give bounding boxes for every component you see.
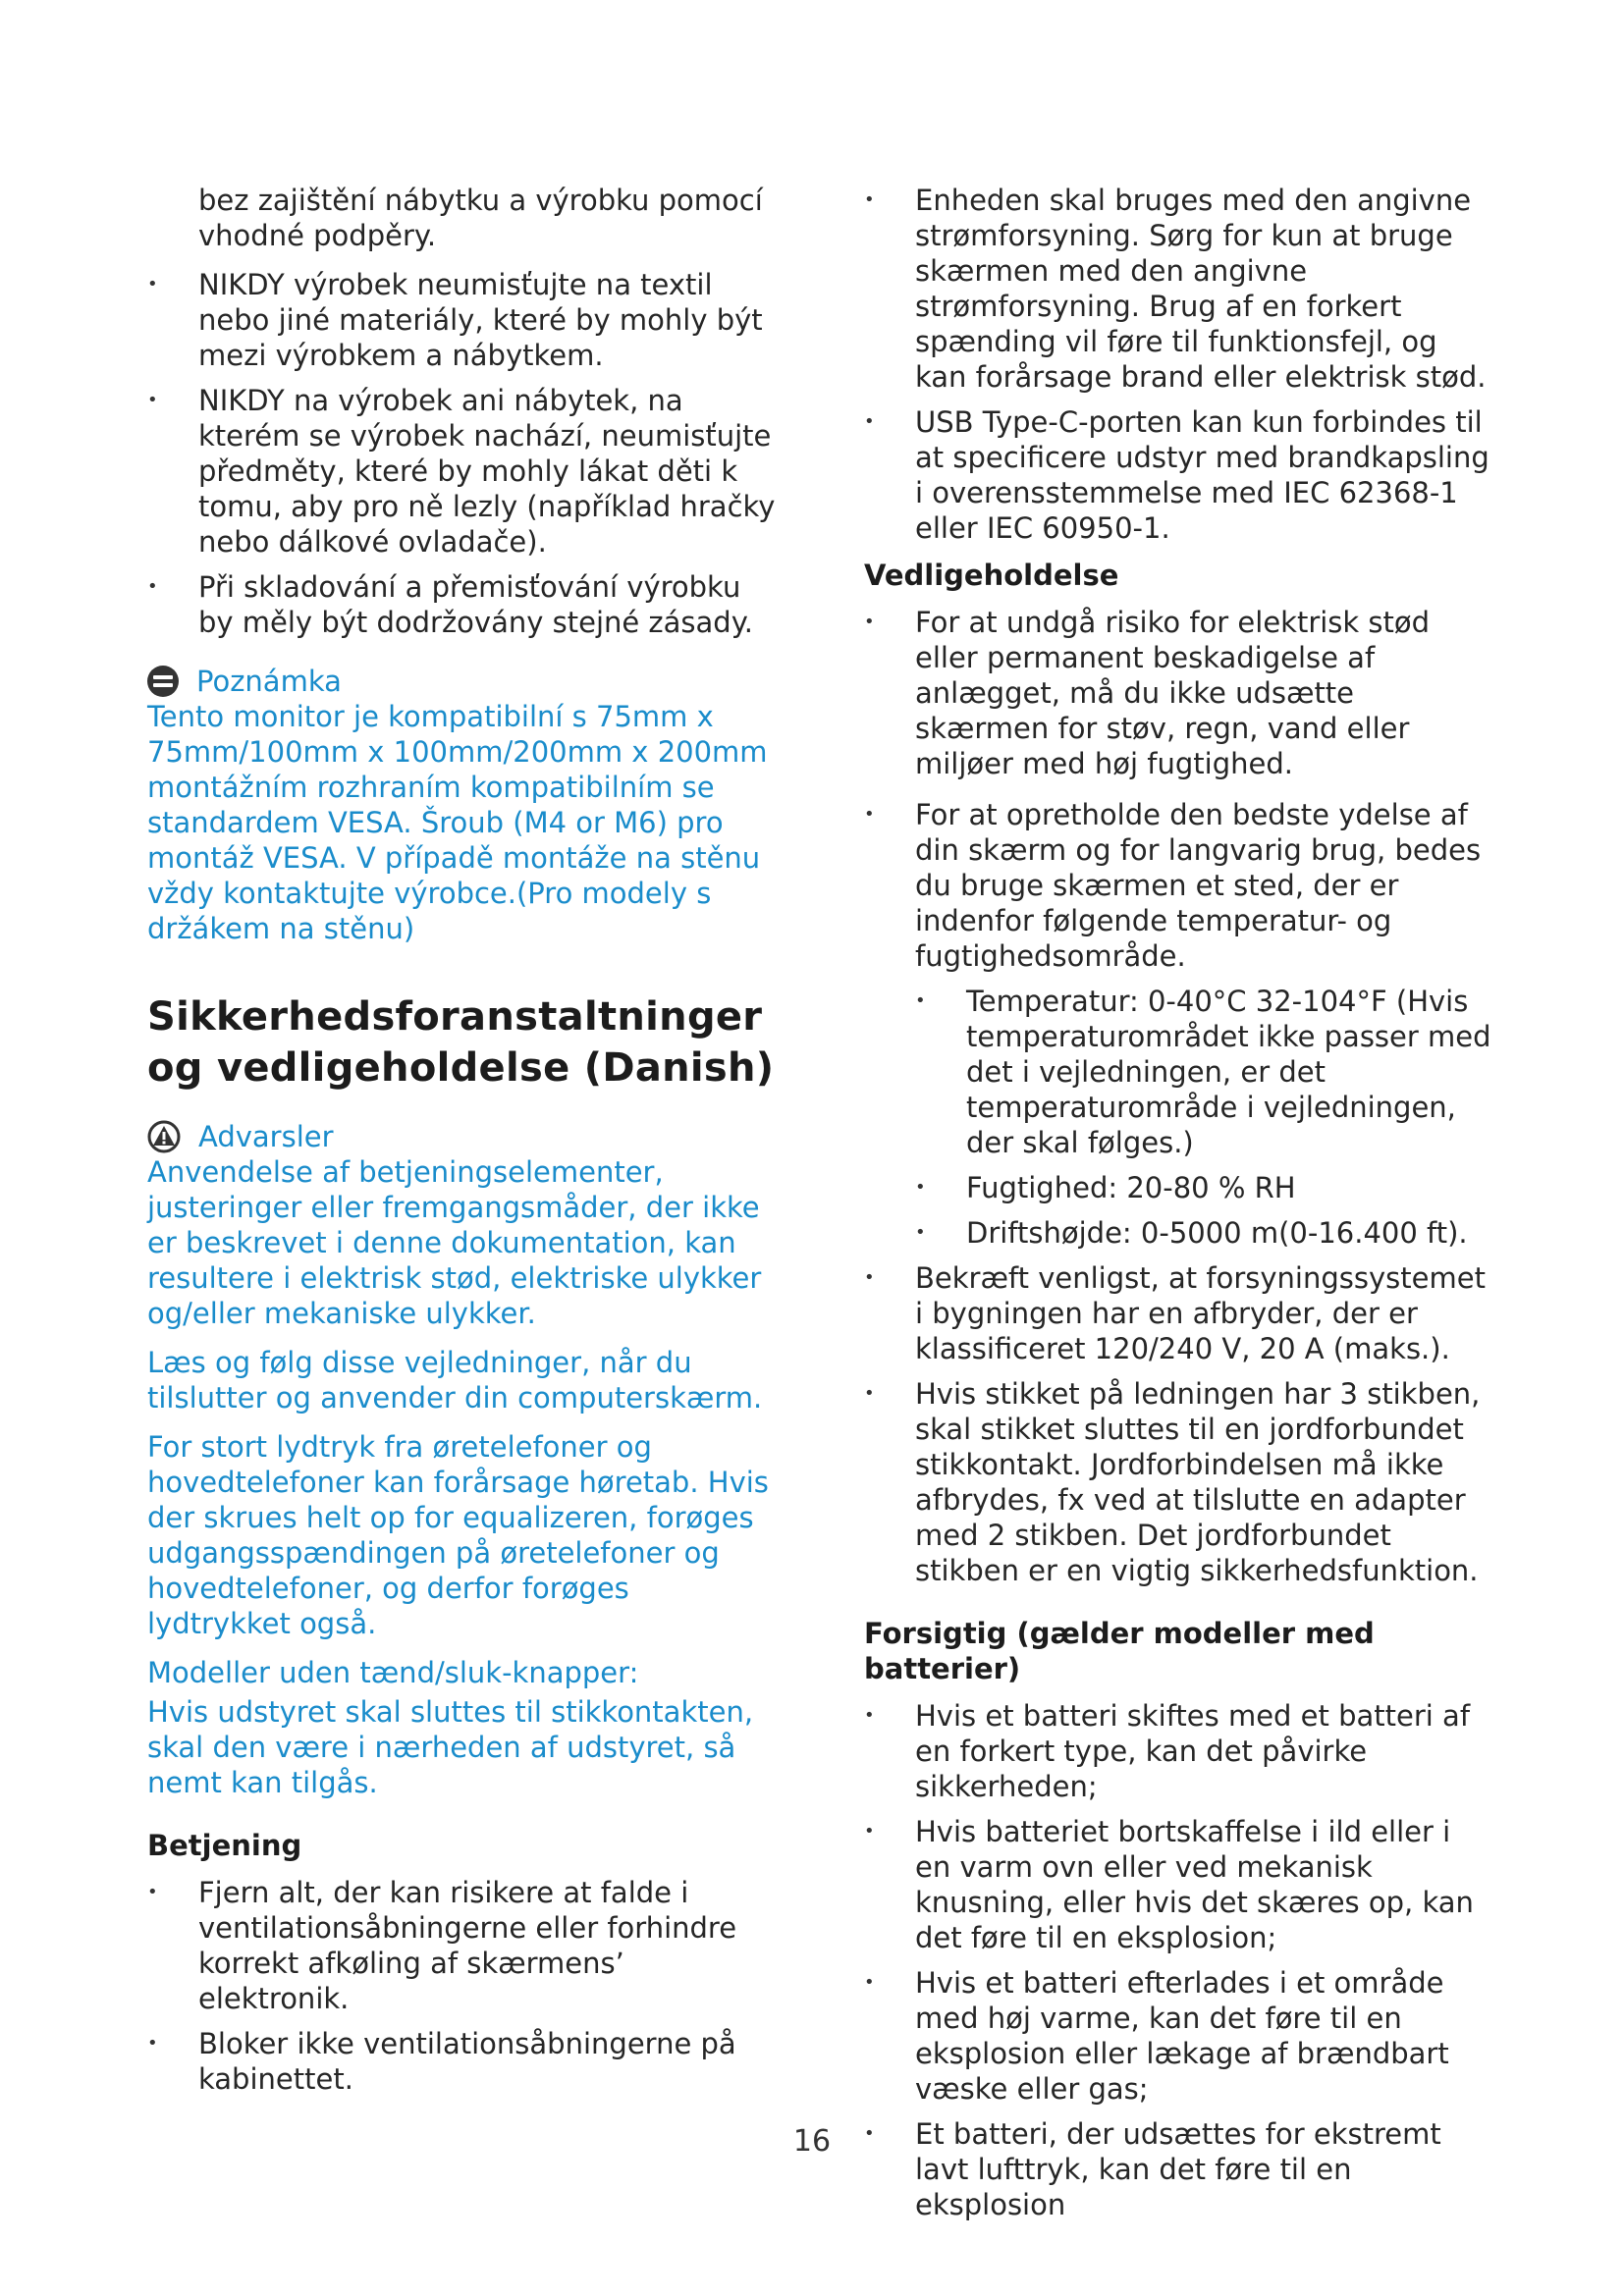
warning-paragraph: For stort lydtryk fra øretelefoner og hovedtelefoner kan forårsage høretab. Hvis der skrues helt op for equalizeren, forøges udgangsspændingen på øretelefoner og hovedtelefoner, og derfor forøges lydtrykket også. — [147, 1430, 769, 1640]
list-item: • Hvis stikket på ledningen har 3 stikben, skal stikket sluttes til en jordforbundet stikkontakt. Jordforbindelsen må ikke afbrydes, fx ved at tilslutte en adapter med 2 stikben. Det jordforbundet stikben er en vigtig sikkerhedsfunktion. — [864, 1376, 1492, 1588]
sub-bullet-list — [915, 984, 1492, 1251]
list-item: • Hvis et batteri efterlades i et område med høj varme, kan det føre til en eksplosion eller lækage af brændbart væske eller gas; — [864, 1965, 1492, 2107]
sub-list-item: • Fugtighed: 20-80 % RH — [915, 1170, 1492, 1205]
list-item: • Enheden skal bruges med den angivne strømforsyning. Sørg for kun at bruge skærmen med den angivne strømforsyning. Brug af en forkert spænding vil føre til funktionsfejl, og kan forårsage brand eller elektrisk stød. — [864, 183, 1492, 395]
list-item: • Bekræft venligst, at forsyningssystemet i bygningen har en afbryder, der er klassificeret 120/240 V, 20 A (maks.). — [864, 1260, 1492, 1366]
list-item: • NIKDY na výrobek ani nábytek, na kterém se výrobek nachází, neumisťujte předměty, které by mohly lákat děti k tomu, aby pro ně lezly (například hračky nebo dálkové ovladače). — [147, 383, 776, 560]
subheading-forsigtig: Forsigtig (gælder modeller med batterier) — [864, 1617, 1375, 1685]
list-item: • Fjern alt, der kan risikere at falde i ventilationsåbningerne eller forhindre korrekt afkøling af skærmens’ elektronik. — [147, 1875, 776, 2016]
sub-list-item: • Driftshøjde: 0-5000 m(0-16.400 ft). — [915, 1215, 1492, 1251]
list-item: • Při skladování a přemisťování výrobku by měly být dodržovány stejné zásady. — [147, 569, 776, 640]
left-bullet-list — [147, 267, 776, 640]
list-item — [864, 797, 1492, 1251]
intro-continuation: bez zajištění nábytku a výrobku pomocí vhodné podpěry. — [198, 184, 763, 252]
list-item: • Hvis batteriet bortskaffelse i ild eller i en varm ovn eller ved mekanisk knusning, eller hvis det skæres op, kan det føre til en eksplosion; — [864, 1814, 1492, 1955]
list-item: • Et batteri, der udsættes for ekstremt lavt lufttryk, kan det føre til en eksplosion — [864, 2116, 1492, 2222]
sub-list-item: • Temperatur: 0-40°C 32-104°F (Hvis temperaturområdet ikke passer med det i vejledningen, er det temperaturområde i vejledningen, der skal følges.) — [915, 984, 1492, 1160]
warning-paragraph: Anvendelse af betjeningselementer, justeringer eller fremgangsmåder, der ikke er beskrevet i denne dokumentation, kan resultere i elektrisk stød, elektriske ulykker og/eller mekaniske ulykker. — [147, 1155, 762, 1330]
right-top-list — [864, 183, 1492, 546]
note-title: Poznámka — [196, 665, 342, 698]
list-item: • Bloker ikke ventilationsåbningerne på kabinettet. — [147, 2026, 776, 2097]
warning-paragraph: Modeller uden tænd/sluk-knapper: — [147, 1656, 639, 1689]
warning-paragraph: Læs og følg disse vejledninger, når du tilslutter og anvender din computerskærm. — [147, 1346, 763, 1415]
list-item: • Hvis et batteri skiftes med et batteri af en forkert type, kan det påvirke sikkerheden; — [864, 1698, 1492, 1804]
note-icon — [147, 666, 179, 697]
note-header — [147, 664, 776, 699]
list-item: • For at undgå risiko for elektrisk stød eller permanent beskadigelse af anlægget, må du ikke udsætte skærmen for støv, regn, vand eller miljøer med høj fugtighed. — [864, 605, 1492, 781]
betjening-list — [147, 1875, 776, 2097]
subheading-vedligeholdelse: Vedligeholdelse — [864, 559, 1119, 592]
warning-paragraph: Hvis udstyret skal sluttes til stikkontakten, skal den være i nærheden af udstyret, så nemt kan tilgås. — [147, 1695, 754, 1799]
list-item-text: For at opretholde den bedste ydelse af din skærm og for langvarig brug, bedes du bruge skærmen et sted, der er indenfor følgende temperatur- og fugtighedsområde. — [915, 798, 1482, 973]
warning-header — [147, 1119, 776, 1154]
left-column — [147, 183, 776, 2107]
list-item: • NIKDY výrobek neumisťujte na textil nebo jiné materiály, které by mohly být mezi výrobkem a nábytkem. — [147, 267, 776, 373]
warning-icon — [147, 1120, 181, 1153]
right-column — [864, 183, 1492, 2232]
vedligeholdelse-list — [864, 605, 1492, 1588]
warning-title: Advarsler — [198, 1120, 334, 1153]
subheading-betjening: Betjening — [147, 1829, 302, 1862]
list-item: • USB Type-C-porten kan kun forbindes til at specificere udstyr med brandkapsling i overensstemmelse med IEC 62368-1 eller IEC 60950-1. — [864, 404, 1492, 546]
section-heading: Sikkerhedsforanstaltninger og vedligeholdelse (Danish) — [147, 994, 775, 1091]
note-text: Tento monitor je kompatibilní s 75mm x 75mm/100mm x 100mm/200mm x 200mm montážním rozhraním kompatibilním se standardem VESA. Šroub (M4 or M6) pro montáž VESA. V případě montáže na stěnu vždy kontaktujte výrobce.(Pro modely s držákem na stěnu) — [147, 700, 768, 945]
page-number: 16 — [792, 2124, 832, 2159]
